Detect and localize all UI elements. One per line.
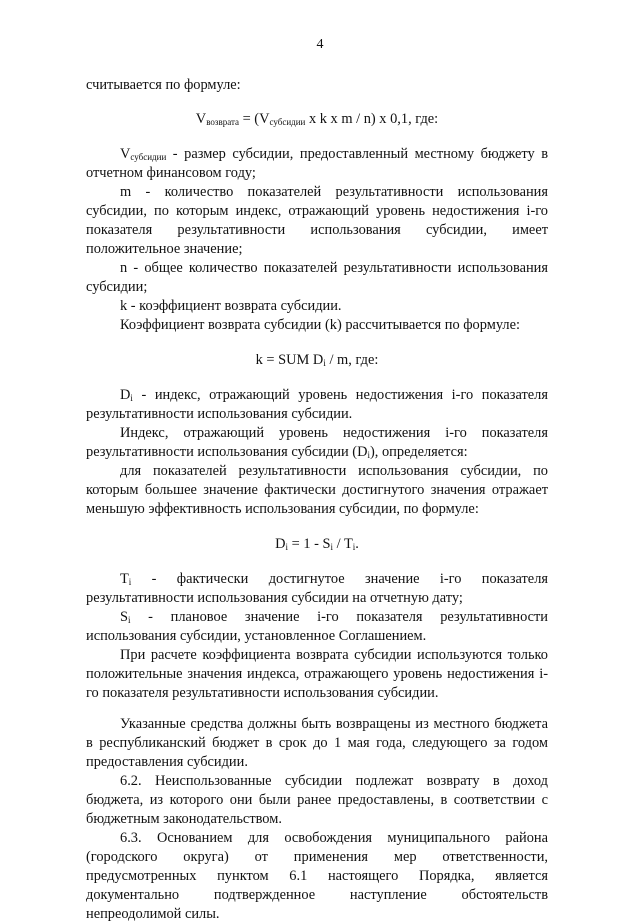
formula-v-return: [86, 110, 548, 129]
document-body: [86, 76, 548, 924]
paragraph-text: ), определяется:: [369, 444, 468, 460]
formula-text: = 1 - S: [288, 536, 331, 552]
paragraph: [86, 570, 548, 608]
paragraph-subscript: субсидии: [130, 152, 167, 162]
paragraph: m - количество показателей результативности использования субсидии, по которым индекс, отражающий уровень недостижения i-го показателя результативности использования субсидии, имеет положительное значение;: [86, 184, 548, 257]
paragraph-text: - размер субсидии, предоставленный местному бюджету в отчетном финансовом году;: [86, 146, 548, 181]
formula-text: x k x m / n) x 0,1, где:: [305, 111, 439, 127]
paragraph: [86, 145, 548, 183]
paragraph: Указанные средства должны быть возвращены из местного бюджета в республиканский бюджет в срок до 1 мая года, следующего за годом предоставления субсидии.: [86, 716, 548, 770]
paragraph: 6.2. Неиспользованные субсидии подлежат возврату в доход бюджета, из которого они были ранее предоставлены, в соответствии с бюджетным законодательством.: [86, 773, 548, 827]
paragraph: [86, 386, 548, 424]
paragraph-text: Индекс, отражающий уровень недостижения i-го показателя результативности использования субсидии (D: [86, 425, 548, 460]
formula-subscript: i: [285, 542, 289, 552]
paragraph: [86, 608, 548, 646]
paragraph-subscript: i: [128, 577, 132, 587]
paragraph-subscript: i: [367, 450, 370, 460]
paragraph-text: - фактически достигнутое значение i-го показателя результативности использования субсидии на отчетную дату;: [86, 571, 548, 606]
paragraph-text: T: [120, 571, 129, 587]
paragraph: 6.3. Основанием для освобождения муниципального района (городского округа) от применения мер ответственности, предусмотренных пунктом 6.1 настоящего Порядка, является документально подтвержденное наступление обстоятельств непреодолимой силы.: [86, 830, 548, 922]
paragraph: Коэффициент возврата субсидии (k) рассчитывается по формуле:: [120, 317, 520, 333]
paragraph-subscript: i: [130, 393, 133, 403]
paragraph-text: D: [120, 387, 131, 403]
paragraph-subscript: i: [128, 615, 131, 625]
formula-subscript: i: [323, 358, 326, 368]
formula-subscript: возврата: [206, 117, 239, 127]
formula-text: V: [195, 111, 207, 127]
page-number: 4: [316, 37, 324, 52]
formula-text: = (V: [239, 111, 270, 127]
paragraph: [86, 424, 548, 462]
formula-k: [86, 351, 548, 370]
formula-text: k = SUM D: [255, 352, 324, 368]
paragraph: для показателей результативности использования субсидии, по которым большее значение фактически достигнутого значения отражает меньшую эффективность использования субсидии, по формуле:: [86, 463, 548, 517]
paragraph-text: V: [120, 146, 131, 162]
formula-text: D: [275, 536, 286, 552]
paragraph: k - коэффициент возврата субсидии.: [120, 298, 342, 314]
formula-subscript: субсидии: [269, 117, 306, 127]
formula-text: / T: [333, 536, 353, 552]
paragraph: n - общее количество показателей результативности использования субсидии;: [86, 260, 548, 295]
formula-text: .: [355, 536, 359, 552]
paragraph: При расчете коэффициента возврата субсидии используются только положительные значения индекса, отражающего уровень недостижения i-го показателя результативности использования субсидии.: [86, 647, 548, 701]
formula-d: [86, 535, 548, 554]
paragraph-text: - индекс, отражающий уровень недостижения i-го показателя результативности использования субсидии.: [86, 387, 548, 422]
paragraph-text: S: [120, 609, 129, 625]
formula-subscript: i: [330, 542, 334, 552]
formula-subscript: i: [352, 542, 356, 552]
paragraph-text: - плановое значение i-го показателя результативности использования субсидии, установленное Соглашением.: [86, 609, 548, 644]
formula-text: / m, где:: [325, 352, 379, 368]
paragraph: считывается по формуле:: [86, 77, 241, 93]
